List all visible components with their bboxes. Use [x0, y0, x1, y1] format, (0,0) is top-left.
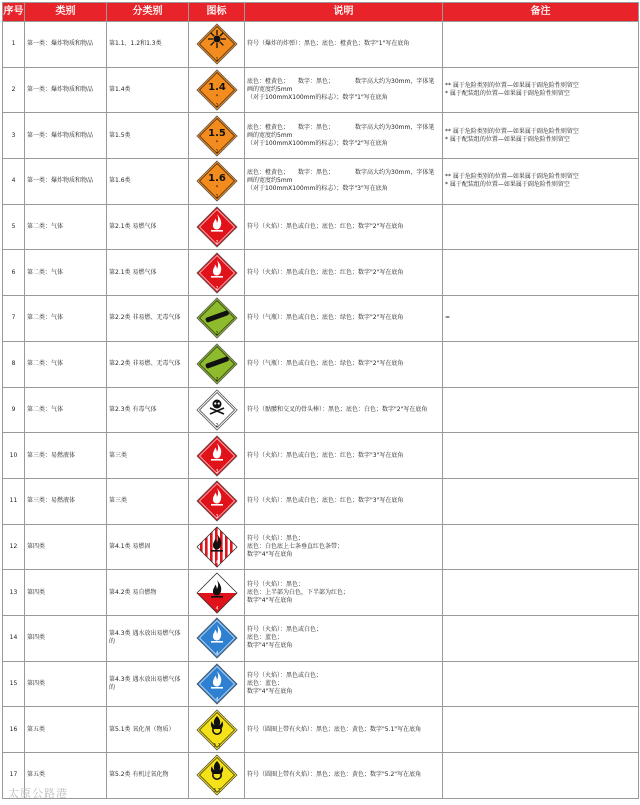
row-number: 2 [3, 67, 25, 113]
row-description: 符号（火焰）：黑色； 底色：白色底上七条垂直红色条带； 数字"4"写在底角 [245, 524, 443, 570]
row-description: 符号（爆炸的炸弹）：黑色；底色：橙黄色；数字"1"写在底角 [245, 22, 443, 68]
row-number: 9 [3, 387, 25, 433]
table-row [3, 250, 639, 296]
row-subcategory: 第4.3类 遇水放出易燃气体的 [107, 661, 189, 707]
svg-text:*: * [215, 94, 218, 101]
hazard-diamond-icon [189, 67, 245, 113]
table-row [3, 159, 639, 205]
svg-text:2: 2 [215, 240, 218, 246]
row-category: 第二类：气体 [25, 341, 107, 387]
row-category: 第一类：爆炸物质和物品 [25, 67, 107, 113]
row-number: 10 [3, 433, 25, 479]
svg-text:*: * [215, 139, 218, 146]
row-category: 第二类：气体 [25, 250, 107, 296]
svg-text:1: 1 [215, 103, 218, 109]
svg-text:1: 1 [215, 57, 218, 63]
header-icon: 图标 [189, 3, 245, 22]
table-row [3, 113, 639, 159]
row-subcategory: 第1.5类 [107, 113, 189, 159]
row-number: 7 [3, 296, 25, 342]
svg-text:1.4: 1.4 [207, 82, 226, 94]
row-number: 12 [3, 524, 25, 570]
row-category: 第五类 [25, 753, 107, 799]
hazard-diamond-icon [189, 296, 245, 342]
svg-text:4: 4 [215, 605, 218, 611]
row-subcategory: 第4.1类 易燃固 [107, 524, 189, 570]
svg-text:1.5: 1.5 [207, 127, 226, 139]
table-row [3, 524, 639, 570]
row-description: 符号（火焰）：黑色或白色；底色：红色；数字"2"写在底角 [245, 250, 443, 296]
row-category: 第一类：爆炸物质和物品 [25, 159, 107, 205]
row-category: 第三类：易燃液体 [25, 478, 107, 524]
hazard-diamond-icon [189, 250, 245, 296]
hazard-label-table [2, 2, 639, 799]
svg-text:5.1: 5.1 [212, 742, 221, 748]
svg-text:2: 2 [215, 286, 218, 292]
hazard-diamond-icon [189, 387, 245, 433]
row-remark [443, 570, 639, 616]
header-remark: 备注 [443, 3, 639, 22]
row-number: 11 [3, 478, 25, 524]
hazard-diamond-icon [189, 22, 245, 68]
header-subcategory: 分类别 [107, 3, 189, 22]
row-number: 13 [3, 570, 25, 616]
row-description: 符号（圆圈上带有火焰）：黑色；底色：黄色；数字"5.1"写在底角 [245, 707, 443, 753]
row-number: 17 [3, 753, 25, 799]
row-number: 3 [3, 113, 25, 159]
row-category: 第二类：气体 [25, 204, 107, 250]
row-description: 符号（火焰）：黑色或白色；底色：红色；数字"3"写在底角 [245, 433, 443, 479]
row-number: 16 [3, 707, 25, 753]
hazard-diamond-icon [189, 478, 245, 524]
row-subcategory: 第5.1类 氧化剂（物质） [107, 707, 189, 753]
header-description: 说明 [245, 3, 443, 22]
row-description: 底色：橙黄色； 数字：黑色； 数字高大约为30mm，字体笔画的宽度约5mm （对于100mmX100mm的标志）；数字"1"写在底角 [245, 67, 443, 113]
row-category: 第四类 [25, 615, 107, 661]
svg-text:3: 3 [215, 468, 218, 474]
row-subcategory: 第2.2类 非易燃、无毒气体 [107, 296, 189, 342]
svg-text:1: 1 [215, 149, 218, 155]
row-subcategory: 第4.2类 易自燃物 [107, 570, 189, 616]
row-category: 第二类：气体 [25, 387, 107, 433]
row-number: 15 [3, 661, 25, 707]
row-subcategory: 第1.1、1.2和1.3类 [107, 22, 189, 68]
svg-text:1: 1 [215, 194, 218, 200]
row-category: 第一类：爆炸物质和物品 [25, 22, 107, 68]
row-remark: = [443, 296, 639, 342]
table-row [3, 661, 639, 707]
row-category: 第五类 [25, 707, 107, 753]
table-row [3, 707, 639, 753]
row-remark [443, 22, 639, 68]
svg-text:*: * [215, 185, 218, 192]
row-description: 符号（圆圈上带有火焰）：黑色；底色：黄色；数字"5.2"写在底角 [245, 753, 443, 799]
row-description: 符号（火焰）：黑色； 底色：上半部为白色，下半部为红色； 数字"4"写在底角 [245, 570, 443, 616]
hazard-diamond-icon [189, 204, 245, 250]
row-subcategory: 第2.1类 易燃气体 [107, 250, 189, 296]
row-subcategory: 第2.2类 非易燃、无毒气体 [107, 341, 189, 387]
row-subcategory: 第4.3类 遇水放出易燃气体的 [107, 615, 189, 661]
svg-text:3: 3 [215, 514, 218, 520]
row-category: 第二类：气体 [25, 296, 107, 342]
row-description: 底色：橙黄色； 数字：黑色； 数字高大约为30mm，字体笔画的宽度约5mm （对于100mmX100mm的标志）；数字"3"写在底角 [245, 159, 443, 205]
hazard-diamond-icon [189, 341, 245, 387]
row-description: 底色：橙黄色； 数字：黑色； 数字高大约为30mm，字体笔画的宽度约5mm （对于100mmX100mm的标志）；数字"2"写在底角 [245, 113, 443, 159]
row-subcategory: 第1.6类 [107, 159, 189, 205]
row-category: 第一类：爆炸物质和物品 [25, 113, 107, 159]
row-remark [443, 250, 639, 296]
row-description: 符号（骷髅和交叉的骨头棒）：黑色；底色：白色；数字"2"写在底角 [245, 387, 443, 433]
table-row [3, 433, 639, 479]
svg-text:2: 2 [215, 377, 218, 383]
table-row [3, 387, 639, 433]
svg-text:4: 4 [215, 651, 218, 657]
svg-text:4: 4 [215, 697, 218, 703]
row-remark: ** 属于危险类别的位置—如果属于副危险性则留空 * 属于配装组的位置—如果属于副危险性则留空 [443, 159, 639, 205]
hazard-diamond-icon [189, 615, 245, 661]
row-remark [443, 341, 639, 387]
row-description: 符号（气瓶）：黑色或白色；底色：绿色；数字"2"写在底角 [245, 296, 443, 342]
table-row [3, 341, 639, 387]
row-subcategory: 第2.1类 易燃气体 [107, 204, 189, 250]
row-category: 第四类 [25, 524, 107, 570]
svg-text:1.6: 1.6 [207, 173, 226, 185]
row-remark: ** 属于危险类别的位置—如果属于副危险性则留空 * 属于配装组的位置—如果属于副危险性则留空 [443, 67, 639, 113]
table-row [3, 67, 639, 113]
table-row [3, 204, 639, 250]
row-remark [443, 433, 639, 479]
svg-text:4: 4 [215, 560, 218, 566]
row-number: 14 [3, 615, 25, 661]
table-row [3, 22, 639, 68]
table-row [3, 615, 639, 661]
table-row [3, 296, 639, 342]
svg-text:2: 2 [215, 331, 218, 337]
table-row [3, 753, 639, 799]
table-row [3, 570, 639, 616]
hazard-diamond-icon [189, 524, 245, 570]
row-subcategory: 第1.4类 [107, 67, 189, 113]
hazard-diamond-icon [189, 570, 245, 616]
hazard-diamond-icon [189, 661, 245, 707]
row-remark [443, 524, 639, 570]
header-no: 序号 [3, 3, 25, 22]
row-subcategory: 第三类 [107, 433, 189, 479]
table-row [3, 478, 639, 524]
hazard-diamond-icon [189, 707, 245, 753]
row-number: 8 [3, 341, 25, 387]
row-category: 第三类：易燃液体 [25, 433, 107, 479]
row-description: 符号（火焰）：黑色或白色；底色：红色；数字"2"写在底角 [245, 204, 443, 250]
row-remark [443, 707, 639, 753]
row-remark [443, 204, 639, 250]
row-remark [443, 387, 639, 433]
row-remark [443, 661, 639, 707]
row-subcategory: 第三类 [107, 478, 189, 524]
hazard-diamond-icon [189, 159, 245, 205]
hazard-diamond-icon [189, 753, 245, 799]
row-description: 符号（火焰）：黑色或白色； 底色：蓝色； 数字"4"写在底角 [245, 615, 443, 661]
row-remark [443, 753, 639, 799]
row-remark [443, 478, 639, 524]
row-description: 符号（火焰）：黑色或白色； 底色：蓝色； 数字"4"写在底角 [245, 661, 443, 707]
header-row [3, 3, 639, 22]
row-category: 第四类 [25, 661, 107, 707]
row-description: 符号（气瓶）：黑色或白色；底色：绿色；数字"2"写在底角 [245, 341, 443, 387]
header-category: 类别 [25, 3, 107, 22]
row-number: 6 [3, 250, 25, 296]
svg-text:2: 2 [215, 423, 218, 429]
row-number: 5 [3, 204, 25, 250]
row-remark [443, 615, 639, 661]
watermark: 太原公路港 [8, 787, 68, 800]
row-remark: ** 属于危险类别的位置—如果属于副危险性则留空 * 属于配装组的位置—如果属于副危险性则留空 [443, 113, 639, 159]
row-subcategory: 第2.3类 有毒气体 [107, 387, 189, 433]
row-number: 4 [3, 159, 25, 205]
row-category: 第四类 [25, 570, 107, 616]
svg-text:5.2: 5.2 [212, 788, 221, 794]
hazard-diamond-icon [189, 433, 245, 479]
row-description: 符号（火焰）：黑色或白色；底色：红色；数字"3"写在底角 [245, 478, 443, 524]
row-subcategory: 第5.2类 有机过氧化物 [107, 753, 189, 799]
hazard-diamond-icon [189, 113, 245, 159]
row-number: 1 [3, 22, 25, 68]
